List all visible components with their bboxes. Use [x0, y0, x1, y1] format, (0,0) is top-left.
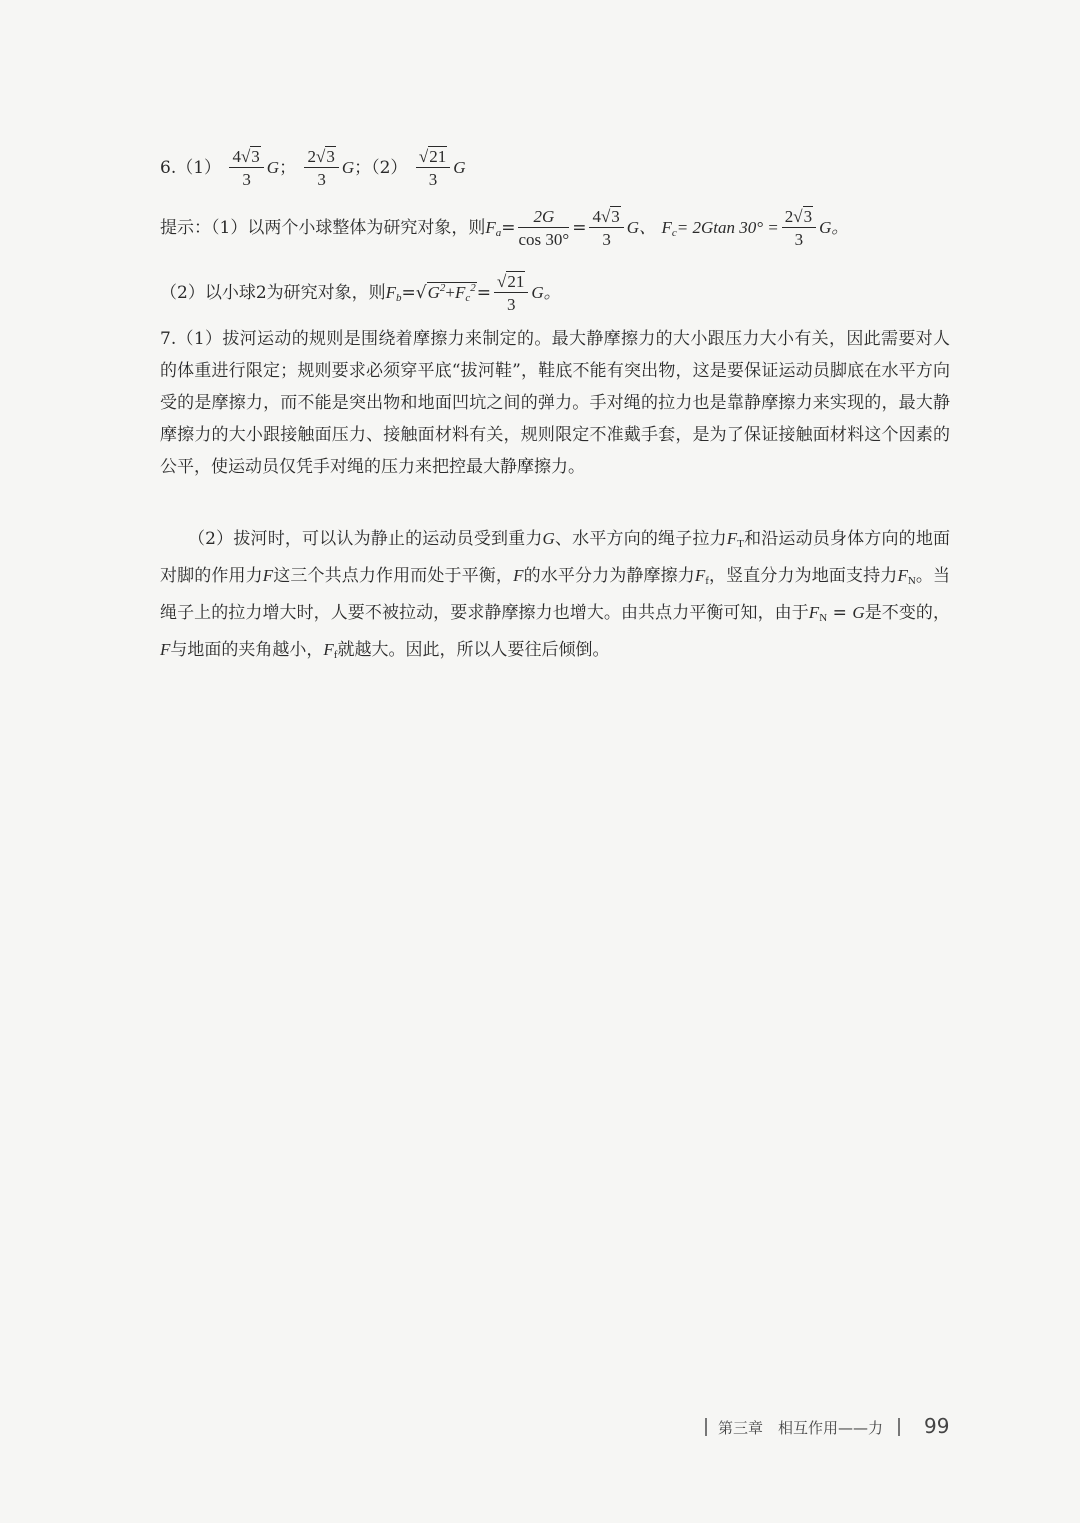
hint2-sqrt: $√G^2+F_c^2$ — [415, 281, 476, 304]
q6-answer: 6.（1） $\frac{4√3}{3}$ G； $\frac{2√3}{3}$ G；（2） $\frac{√21}{3}$ G — [160, 147, 466, 189]
q6-fraction-3: $\frac{√21}{3}$ — [416, 148, 450, 189]
hint-part-1: 提示：（1）以两个小球整体为研究对象，则$F_a=$ $\frac{2G}{\cos 30^\circ}$ = $\frac{4√3}{3}$ G、 $F_c= 2Gtan$ 30° = $\frac{2√3}{3}$ G。 — [160, 207, 849, 249]
q6-label: 6.（1） — [160, 157, 222, 178]
page-number: 99 — [924, 1414, 950, 1438]
footer-divider-right — [898, 1418, 900, 1436]
q6-fraction-2: $\frac{2√3}{3}$ — [304, 148, 338, 189]
hint1-fraction-2: $\frac{4√3}{3}$ — [589, 208, 623, 249]
footer-divider-left — [705, 1418, 707, 1436]
q6-fraction-1: $\frac{4√3}{3}$ — [229, 148, 263, 189]
q7-part-1: 7.（1）拔河运动的规则是围绕着摩擦力来制定的。最大静摩擦力的大小跟压力大小有关，因此需要对人的体重进行限定；规则要求必须穿平底“拔河鞋”，鞋底不能有突出物，这是要保证运动员脚底在水平方向受的是摩擦力，而不能是突出物和地面凹坑之间的弹力。手对绳的拉力也是靠静摩擦力来实现的，最大静摩擦力的大小跟接触面压力、接触面材料有关，规则限定不准戴手套，是为了保证接触面材料这个因素的公平，使运动员仅凭手对绳的压力来把控最大静摩擦力。 — [160, 329, 950, 477]
hint2-fraction: $\frac{√21}{3}$ — [494, 273, 528, 314]
chapter-title: 第三章 相互作用——力 — [718, 1419, 884, 1437]
hint1-fraction-3: $\frac{2√3}{3}$ — [782, 208, 816, 249]
q7-part-2: （2）拔河时，可以认为静止的运动员受到重力G、水平方向的绳子拉力$F_T$和沿运动员身体方向的地面对脚的作用力F这三个共点力作用而处于平衡，F的水平分力为静摩擦力$F_f$，竖直分力为地面支持力$F_N$。当绳子上的拉力增大时，人要不被拉动，要求静摩擦力也增大。由共点力平衡可知，由于$F_N = G$是不变的，F与地面的夹角越小，$F_f$就越大。因此，所以人要往后倾倒。 — [160, 529, 951, 661]
hint-part-2: （2）以小球2为研究对象，则$F_b=√G^2+F_c^2=$ $\frac{√21}{3}$ G。 — [160, 272, 561, 314]
hint1-fraction-1: $\frac{2G}{\cos 30^\circ}$ — [518, 207, 570, 249]
